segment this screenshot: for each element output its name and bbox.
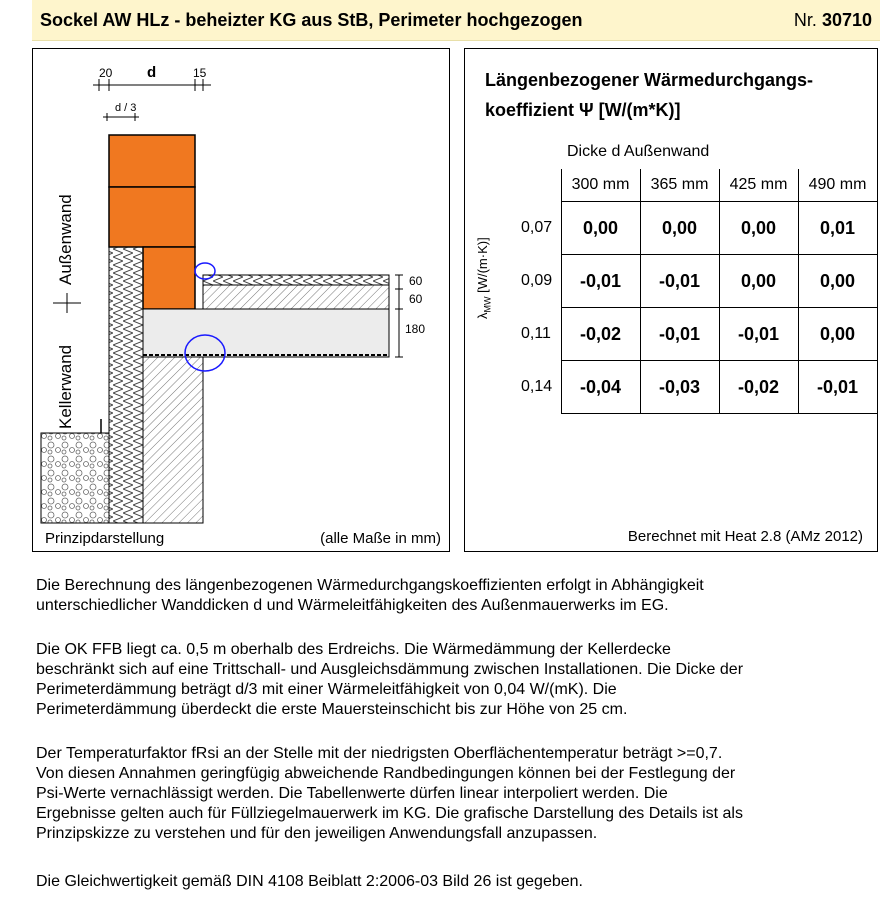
dim-right-1: 60 (409, 274, 423, 288)
table-cell: -0,02 (561, 308, 640, 361)
table-cell: 0,01 (798, 202, 877, 255)
dim-top-left: 20 (99, 66, 113, 80)
document-number-value: 30710 (821, 10, 872, 30)
row-lambda: 0,09 (513, 255, 561, 308)
table-cell: -0,01 (640, 255, 719, 308)
column-header: 490 mm (798, 169, 877, 202)
table-header-row (513, 169, 877, 202)
table-title: Längenbezogener Wärmedurchgangs- koeffizient Ψ [W/(m*K)] (485, 70, 814, 120)
brick-course-1 (109, 135, 195, 187)
dim-right-3: 180 (405, 322, 426, 336)
table-cell: 0,00 (798, 308, 877, 361)
paragraph-2: Die OK FFB liegt ca. 0,5 m oberhalb des Erdreichs. Die Wärmedämmung der Kellerdecke beschränkt sich auf eine Trittschall- und Ausgleichsdämmung zwischen Installationen. Die Dicke der Perimeterdämmung beträgt d/3 mit einer Wärmeleitfähigkeit von 0,04 W/(mK). Die Perimeterdämmung überdeckt die erste Mauersteinschicht bis zur Höhe von 25 cm. (36, 641, 744, 718)
dim-right-2: 60 (409, 292, 423, 306)
dim-top-d: d (147, 64, 157, 81)
column-header: 425 mm (719, 169, 798, 202)
table-cell: 0,00 (719, 202, 798, 255)
screed (203, 285, 389, 309)
brick-course-2 (109, 187, 195, 247)
page-header (32, 0, 880, 41)
gravel-fill (41, 433, 109, 523)
table-cell: -0,01 (719, 308, 798, 361)
calculation-note: Berechnet mit Heat 2.8 (AMz 2012) (627, 528, 863, 545)
row-lambda: 0,11 (513, 308, 561, 361)
table-cell: 0,00 (719, 255, 798, 308)
dim-d3: d / 3 (115, 102, 137, 114)
table-row (513, 308, 877, 361)
detail-drawing-panel (32, 48, 450, 552)
psi-table (513, 169, 877, 414)
perimeter-insulation (109, 247, 143, 523)
caption-prinzip: Prinzipdarstellung (45, 530, 165, 547)
caption-masse: (alle Maße in mm) (320, 530, 441, 547)
row-lambda: 0,14 (513, 361, 561, 414)
table-row (513, 202, 877, 255)
paragraph-1: Die Berechnung des längenbezogenen Wärmedurchgangskoeffizienten erfolgt in Abhängigkeit unterschiedlicher Wanddicken d und Wärmeleitfähigkeiten des Außenmauerwerks im EG. (36, 577, 704, 614)
table-cell: -0,01 (798, 361, 877, 414)
table-cell: 0,00 (798, 255, 877, 308)
column-header: 365 mm (640, 169, 719, 202)
psi-table-panel (464, 48, 878, 552)
table-cell: 0,00 (640, 202, 719, 255)
table-cell: 0,00 (561, 202, 640, 255)
dim-top-right: 15 (193, 66, 207, 80)
table-row (513, 255, 877, 308)
table-cell: -0,01 (640, 308, 719, 361)
detail-drawing (33, 49, 449, 551)
document-number: Nr. 30710 (793, 10, 872, 30)
label-kellerwand: Kellerwand (56, 344, 75, 429)
impact-sound-insulation (203, 275, 389, 285)
label-aussenwand: Außenwand (56, 194, 75, 285)
table-cell: -0,03 (640, 361, 719, 414)
lambda-axis-label: $\lambda_{MW}$ [W/(m·K)] (475, 237, 493, 319)
brick-course-3 (143, 247, 195, 309)
dicke-label: Dicke d Außenwand (567, 143, 710, 160)
page-title: Sockel AW HLz - beheizter KG aus StB, Perimeter hochgezogen (40, 10, 583, 30)
table-cell: -0,02 (719, 361, 798, 414)
column-header: 300 mm (561, 169, 640, 202)
table-row (513, 361, 877, 414)
row-lambda: 0,07 (513, 202, 561, 255)
table-cell: -0,04 (561, 361, 640, 414)
ceiling-slab (143, 309, 389, 357)
paragraph-3: Der Temperaturfaktor fRsi an der Stelle mit der niedrigsten Oberflächentemperatur beträgt >=0,7. Von diesen Annahmen geringfügig abweichende Randbedingungen können bei der Festlegung der Psi-Werte vernachlässigt werden. Die Tabellenwerte dürfen linear interpoliert werden. Die Ergebnisse gelten auch für Füllziegelmauerwerk im KG. Die grafische Darstellung des Details ist als Prinzipskizze zu verstehen und für den jeweiligen Anwendungsfall anzupassen. (36, 745, 743, 842)
table-cell: -0,01 (561, 255, 640, 308)
paragraph-4: Die Gleichwertigkeit gemäß DIN 4108 Beiblatt 2:2006-03 Bild 26 ist gegeben. (36, 873, 583, 890)
